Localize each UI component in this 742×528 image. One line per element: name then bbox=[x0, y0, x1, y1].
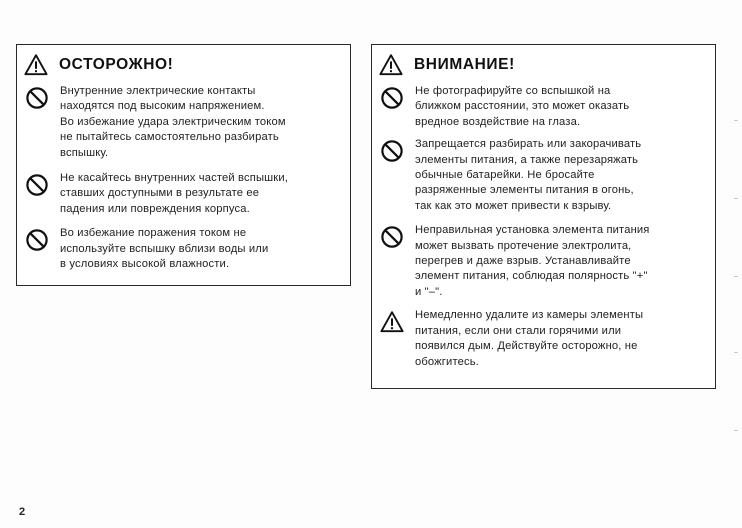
caution-item-text: Не касайтесь внутренних частей вспышки, ставших доступными в результате ее падения или повреждения корпуса. bbox=[60, 172, 288, 215]
caution-item bbox=[25, 226, 344, 272]
caution-item bbox=[25, 171, 344, 217]
scan-edge-mark bbox=[734, 120, 738, 121]
scan-edge-mark bbox=[734, 276, 738, 277]
attention-item bbox=[380, 84, 709, 130]
caution-header bbox=[17, 51, 350, 79]
warning-triangle-icon bbox=[380, 310, 404, 334]
page-number: 2 bbox=[19, 506, 26, 518]
warning-triangle-icon bbox=[378, 53, 404, 77]
warning-triangle-icon bbox=[23, 53, 49, 77]
caution-item-text: Во избежание поражения током не используйте вспышку вблизи воды или в условиях высокой влажности. bbox=[60, 227, 269, 271]
attention-header bbox=[372, 51, 715, 79]
scan-edge-mark bbox=[734, 198, 738, 199]
caution-title: ОСТОРОЖНО! bbox=[59, 56, 174, 73]
caution-item-text: Внутренние электрические контакты находятся под высоким напряжением. Во избежание удара электрическим током не пытайтесь самостоятельно разбирать вспышку. bbox=[60, 85, 286, 159]
prohibition-icon bbox=[380, 225, 404, 249]
attention-item-text: Не фотографируйте со вспышкой на ближком расстоянии, это может оказать вредное воздействие на глаза. bbox=[415, 85, 630, 128]
prohibition-icon bbox=[25, 228, 49, 252]
attention-item-text: Запрещается разбирать или закорачивать элементы питания, а также перезаряжать обычные батарейки. Не бросайте разряженные элементы питания в огонь, так как это может привести к взрыву. bbox=[415, 138, 642, 212]
scan-edge-mark bbox=[734, 430, 738, 431]
attention-item bbox=[380, 223, 709, 300]
attention-item-text: Немедленно удалите из камеры элементы питания, если они стали горячими или появился дым. Действуйте осторожно, не обожгитесь. bbox=[415, 309, 644, 368]
attention-item bbox=[380, 308, 709, 370]
scan-edge-mark bbox=[734, 352, 738, 353]
attention-item-text: Неправильная установка элемента питания может вызвать протечение электролита, перегрев и даже взрыв. Устанавливайте элемент питания, соблюдая полярность "+" и "–". bbox=[415, 224, 650, 298]
prohibition-icon bbox=[25, 86, 49, 110]
attention-box bbox=[371, 44, 716, 389]
prohibition-icon bbox=[25, 173, 49, 197]
prohibition-icon bbox=[380, 86, 404, 110]
caution-box bbox=[16, 44, 351, 286]
prohibition-icon bbox=[380, 139, 404, 163]
attention-item bbox=[380, 137, 709, 214]
attention-title: ВНИМАНИЕ! bbox=[414, 56, 515, 73]
caution-item bbox=[25, 84, 344, 161]
